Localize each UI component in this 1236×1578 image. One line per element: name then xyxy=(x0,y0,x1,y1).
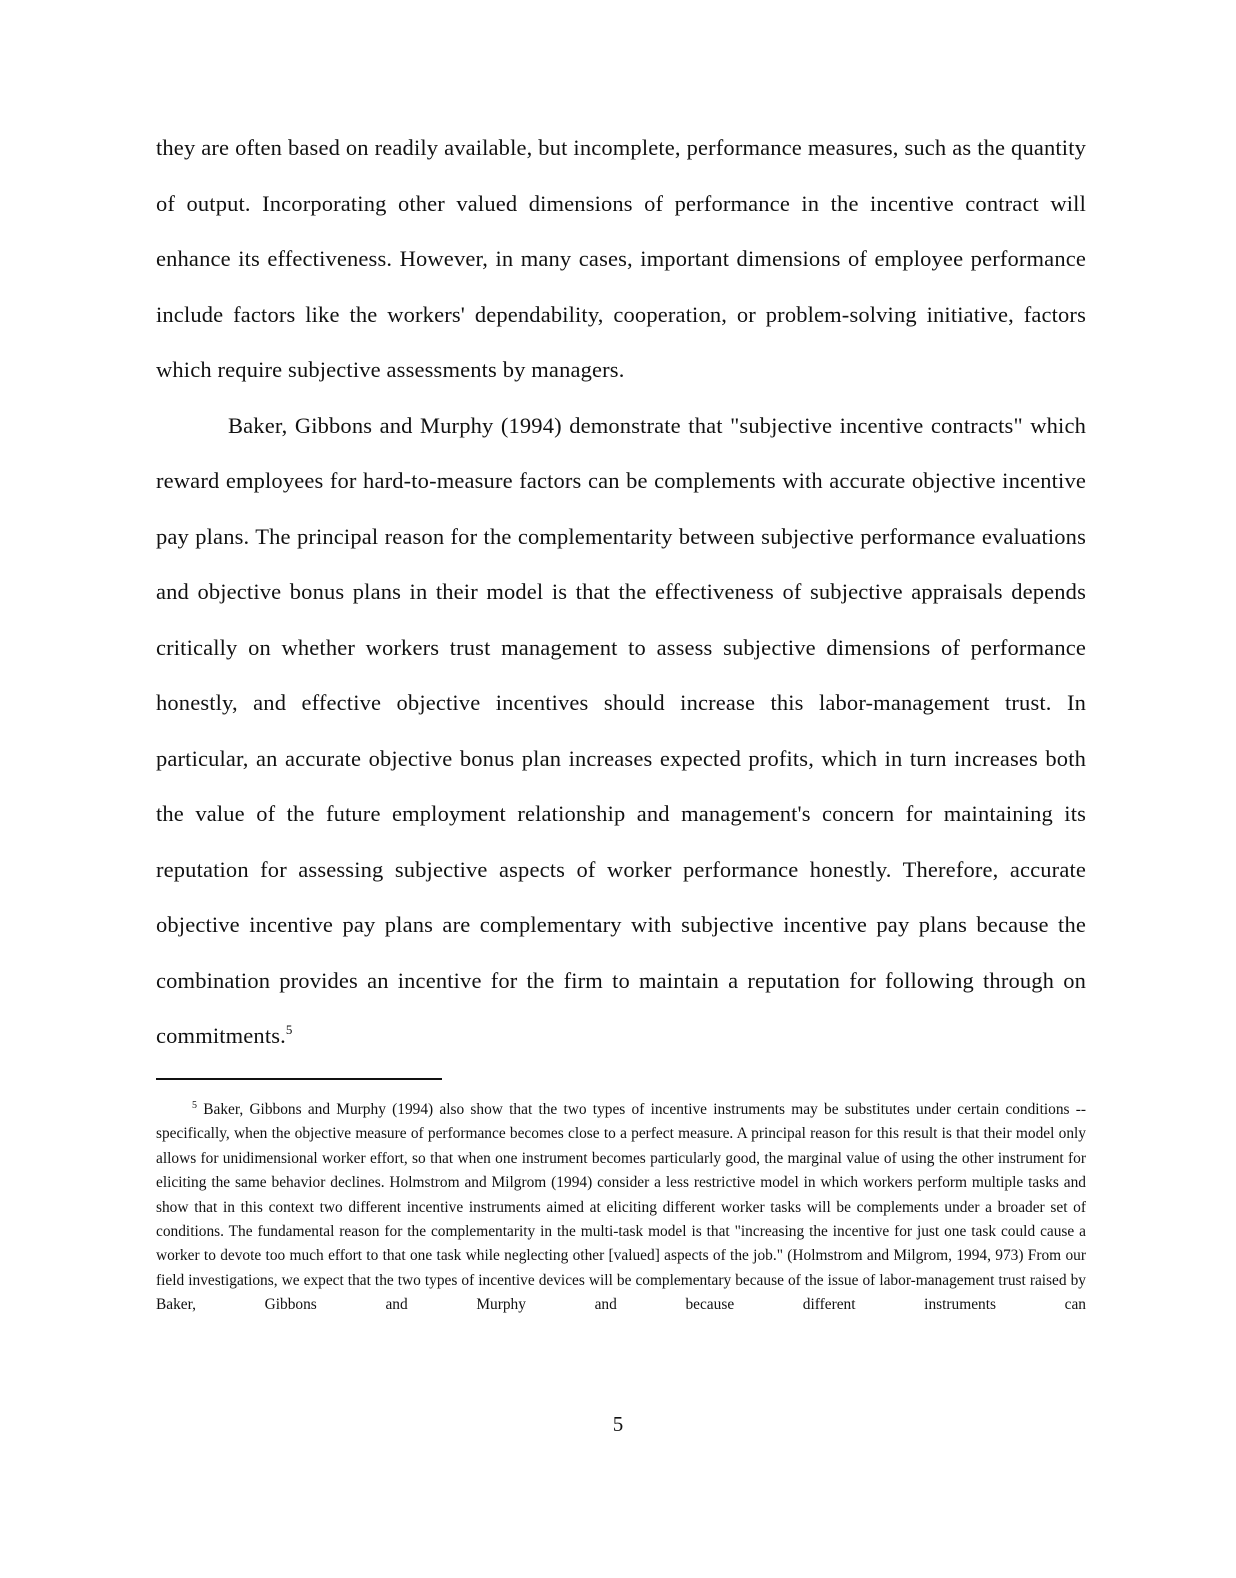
paragraph-1-text: they are often based on readily available, but incomplete, performance measures, such as the quantity of output. Incorporating other valued dimensions of performance in the incentive contract will enhance its effectiveness. However, in many cases, important dimensions of employee performance include factors like the workers' dependability, cooperation, or problem-solving initiative, factors which require subjective assessments by managers. xyxy=(156,135,1086,382)
body-text xyxy=(156,120,1086,1064)
footnote-separator-rule xyxy=(156,1078,442,1080)
footnote-number: 5 xyxy=(192,1100,197,1111)
page-number: 5 xyxy=(612,1412,624,1436)
paragraph-1 xyxy=(156,120,1086,398)
paragraph-2-text: Baker, Gibbons and Murphy (1994) demonstrate that "subjective incentive contracts" which reward employees for hard-to-measure factors can be complements with accurate objective incentive pay plans. The principal reason for the complementarity between subjective performance evaluations and objective bonus plans in their model is that the effectiveness of subjective appraisals depends critically on whether workers trust management to assess subjective dimensions of performance honestly, and effective objective incentives should increase this labor-management trust. In particular, an accurate objective bonus plan increases expected profits, which in turn increases both the value of the future employment relationship and management's concern for maintaining its reputation for assessing subjective aspects of worker performance honestly. Therefore, accurate objective incentive pay plans are complementary with subjective incentive pay plans because the combination provides an incentive for the firm to maintain a reputation for following through on commitments. xyxy=(156,412,1086,1048)
footnote-text: Baker, Gibbons and Murphy (1994) also show that the two types of incentive instruments may be substitutes under certain conditions -- specifically, when the objective measure of performance becomes close to a perfect measure. A principal reason for this result is that their model only allows for unidimensional worker effort, so that when one instrument becomes particularly good, the marginal value of using the other instrument for eliciting the same behavior declines. Holmstrom and Milgrom (1994) consider a less restrictive model in which workers perform multiple tasks and show that in this context two different incentive instruments aimed at eliciting different worker tasks will be complements under a broader set of conditions. The fundamental reason for the complementarity in the multi-task model is that "increasing the incentive for just one task could cause a worker to devote too much effort to that one task while neglecting other [valued] aspects of the job." (Holmstrom and Milgrom, 1994, 973) From our field investigations, we expect that the two types of incentive devices will be complementary because of the issue of labor-management trust raised by Baker, Gibbons and Murphy and because different instruments can xyxy=(156,1101,1086,1314)
footnote-reference-marker[interactable]: 5 xyxy=(285,1022,293,1037)
footnote xyxy=(156,1098,1086,1318)
paragraph-2 xyxy=(156,398,1086,1064)
